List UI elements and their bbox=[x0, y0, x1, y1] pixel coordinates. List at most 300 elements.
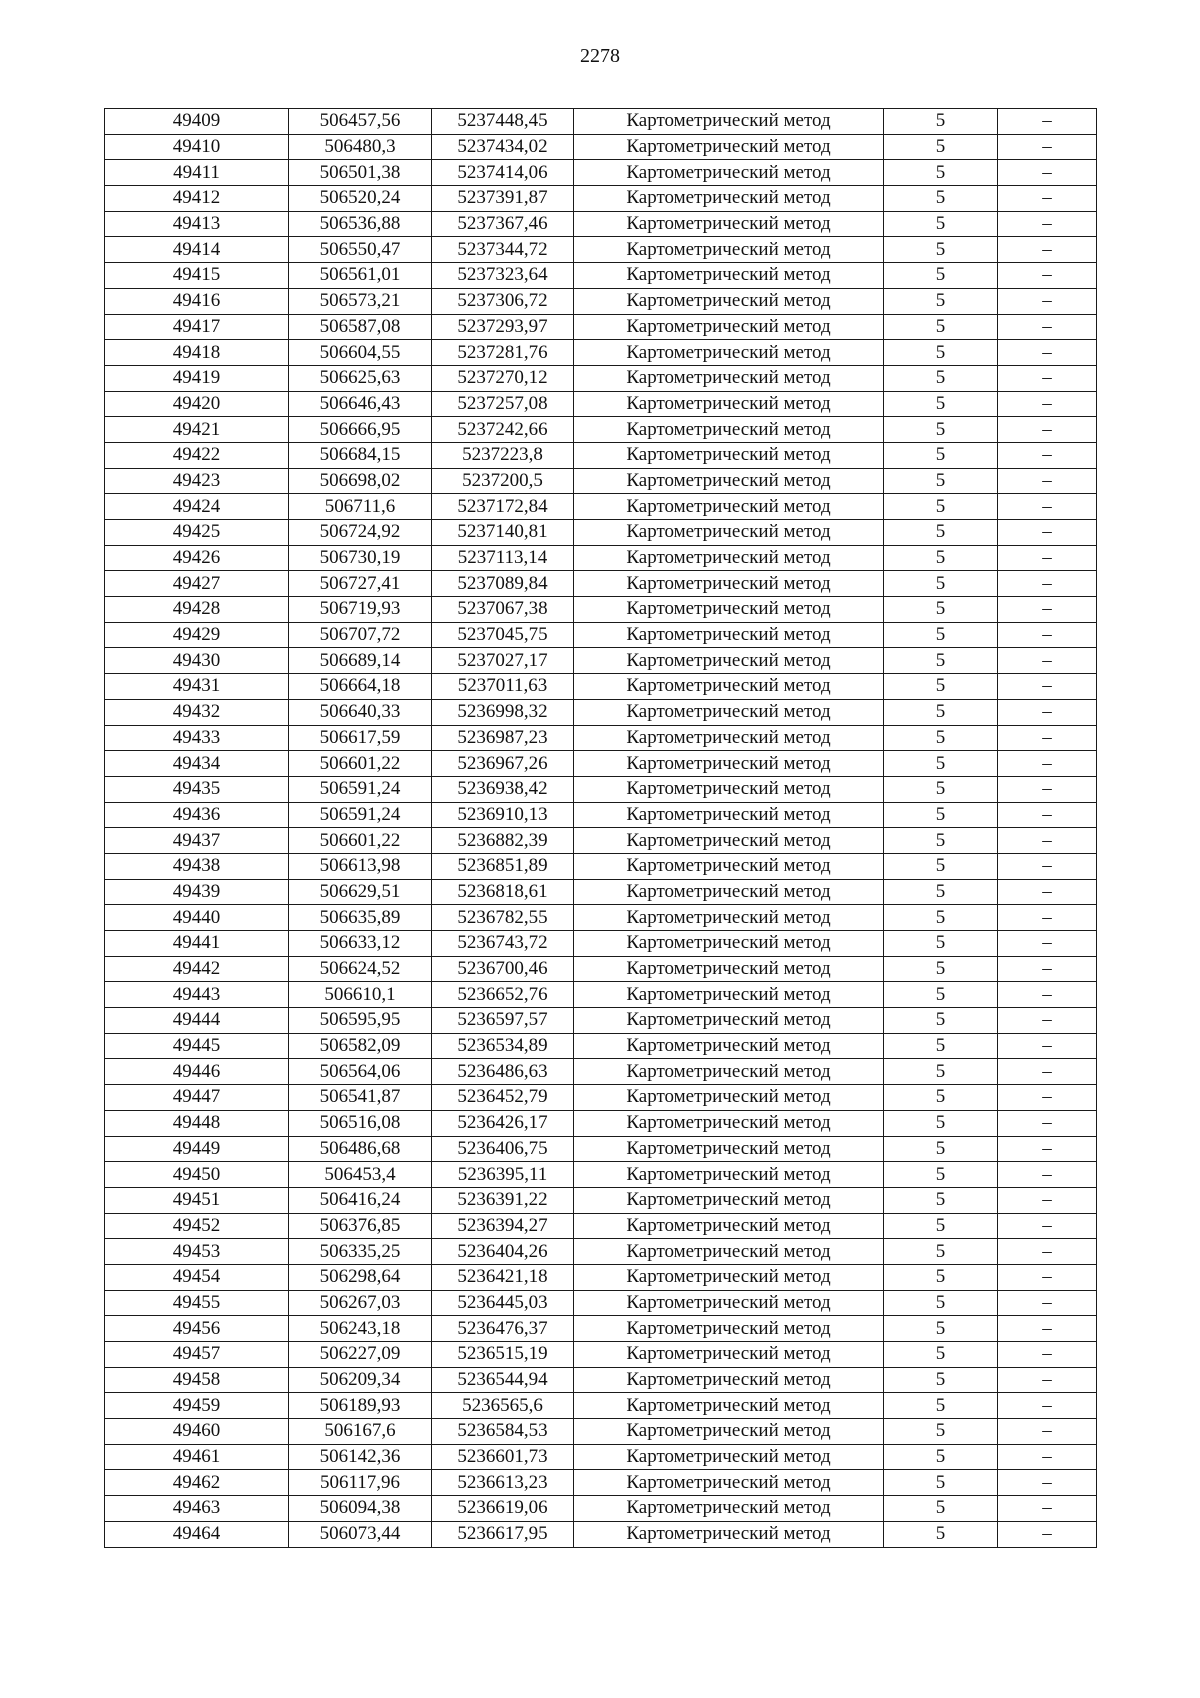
x-coordinate-cell: 506707,72 bbox=[289, 622, 432, 648]
table-row bbox=[105, 365, 1097, 391]
x-coordinate-cell: 506167,6 bbox=[289, 1419, 432, 1445]
accuracy-cell: 5 bbox=[884, 1213, 998, 1239]
x-coordinate-cell: 506604,55 bbox=[289, 340, 432, 366]
x-coordinate-cell: 506664,18 bbox=[289, 674, 432, 700]
y-coordinate-cell: 5236652,76 bbox=[432, 982, 574, 1008]
accuracy-cell: 5 bbox=[884, 340, 998, 366]
table-row bbox=[105, 237, 1097, 263]
table-row bbox=[105, 391, 1097, 417]
note-cell: – bbox=[998, 1136, 1097, 1162]
x-coordinate-cell: 506666,95 bbox=[289, 417, 432, 443]
method-cell: Картометрический метод bbox=[574, 982, 884, 1008]
accuracy-cell: 5 bbox=[884, 931, 998, 957]
method-cell: Картометрический метод bbox=[574, 288, 884, 314]
x-coordinate-cell: 506541,87 bbox=[289, 1085, 432, 1111]
table-row bbox=[105, 314, 1097, 340]
note-cell: – bbox=[998, 776, 1097, 802]
accuracy-cell: 5 bbox=[884, 1419, 998, 1445]
accuracy-cell: 5 bbox=[884, 1264, 998, 1290]
table-row bbox=[105, 622, 1097, 648]
note-cell: – bbox=[998, 391, 1097, 417]
x-coordinate-cell: 506591,24 bbox=[289, 776, 432, 802]
y-coordinate-cell: 5237414,06 bbox=[432, 160, 574, 186]
x-coordinate-cell: 506601,22 bbox=[289, 828, 432, 854]
point-number-cell: 49459 bbox=[105, 1393, 289, 1419]
point-number-cell: 49418 bbox=[105, 340, 289, 366]
table-row bbox=[105, 134, 1097, 160]
y-coordinate-cell: 5236406,75 bbox=[432, 1136, 574, 1162]
table-row bbox=[105, 776, 1097, 802]
coordinates-table bbox=[104, 108, 1097, 1548]
method-cell: Картометрический метод bbox=[574, 1393, 884, 1419]
table-row bbox=[105, 263, 1097, 289]
y-coordinate-cell: 5236395,11 bbox=[432, 1162, 574, 1188]
accuracy-cell: 5 bbox=[884, 211, 998, 237]
table-row bbox=[105, 853, 1097, 879]
method-cell: Картометрический метод bbox=[574, 751, 884, 777]
note-cell: – bbox=[998, 1342, 1097, 1368]
point-number-cell: 49430 bbox=[105, 648, 289, 674]
table-row bbox=[105, 1290, 1097, 1316]
note-cell: – bbox=[998, 288, 1097, 314]
y-coordinate-cell: 5237344,72 bbox=[432, 237, 574, 263]
point-number-cell: 49438 bbox=[105, 853, 289, 879]
accuracy-cell: 5 bbox=[884, 1059, 998, 1085]
x-coordinate-cell: 506501,38 bbox=[289, 160, 432, 186]
note-cell: – bbox=[998, 956, 1097, 982]
point-number-cell: 49452 bbox=[105, 1213, 289, 1239]
accuracy-cell: 5 bbox=[884, 1290, 998, 1316]
table-row bbox=[105, 109, 1097, 135]
accuracy-cell: 5 bbox=[884, 365, 998, 391]
note-cell: – bbox=[998, 648, 1097, 674]
x-coordinate-cell: 506117,96 bbox=[289, 1470, 432, 1496]
accuracy-cell: 5 bbox=[884, 725, 998, 751]
note-cell: – bbox=[998, 109, 1097, 135]
table-row bbox=[105, 1496, 1097, 1522]
method-cell: Картометрический метод bbox=[574, 1367, 884, 1393]
accuracy-cell: 5 bbox=[884, 237, 998, 263]
method-cell: Картометрический метод bbox=[574, 1136, 884, 1162]
note-cell: – bbox=[998, 674, 1097, 700]
note-cell: – bbox=[998, 1008, 1097, 1034]
y-coordinate-cell: 5237011,63 bbox=[432, 674, 574, 700]
accuracy-cell: 5 bbox=[884, 751, 998, 777]
point-number-cell: 49433 bbox=[105, 725, 289, 751]
x-coordinate-cell: 506142,36 bbox=[289, 1444, 432, 1470]
accuracy-cell: 5 bbox=[884, 442, 998, 468]
method-cell: Картометрический метод bbox=[574, 1008, 884, 1034]
point-number-cell: 49451 bbox=[105, 1187, 289, 1213]
note-cell: – bbox=[998, 1290, 1097, 1316]
method-cell: Картометрический метод bbox=[574, 365, 884, 391]
x-coordinate-cell: 506625,63 bbox=[289, 365, 432, 391]
accuracy-cell: 5 bbox=[884, 109, 998, 135]
table-row bbox=[105, 1393, 1097, 1419]
table-row bbox=[105, 1008, 1097, 1034]
y-coordinate-cell: 5236851,89 bbox=[432, 853, 574, 879]
x-coordinate-cell: 506613,98 bbox=[289, 853, 432, 879]
table-row bbox=[105, 186, 1097, 212]
method-cell: Картометрический метод bbox=[574, 571, 884, 597]
table-row bbox=[105, 1213, 1097, 1239]
y-coordinate-cell: 5237323,64 bbox=[432, 263, 574, 289]
x-coordinate-cell: 506073,44 bbox=[289, 1521, 432, 1547]
table-row bbox=[105, 1367, 1097, 1393]
method-cell: Картометрический метод bbox=[574, 417, 884, 443]
note-cell: – bbox=[998, 417, 1097, 443]
x-coordinate-cell: 506550,47 bbox=[289, 237, 432, 263]
y-coordinate-cell: 5237140,81 bbox=[432, 520, 574, 546]
method-cell: Картометрический метод bbox=[574, 1059, 884, 1085]
x-coordinate-cell: 506573,21 bbox=[289, 288, 432, 314]
point-number-cell: 49431 bbox=[105, 674, 289, 700]
accuracy-cell: 5 bbox=[884, 879, 998, 905]
method-cell: Картометрический метод bbox=[574, 160, 884, 186]
accuracy-cell: 5 bbox=[884, 1367, 998, 1393]
note-cell: – bbox=[998, 186, 1097, 212]
point-number-cell: 49417 bbox=[105, 314, 289, 340]
point-number-cell: 49445 bbox=[105, 1033, 289, 1059]
x-coordinate-cell: 506698,02 bbox=[289, 468, 432, 494]
table-row bbox=[105, 1059, 1097, 1085]
table-row bbox=[105, 905, 1097, 931]
point-number-cell: 49440 bbox=[105, 905, 289, 931]
x-coordinate-cell: 506689,14 bbox=[289, 648, 432, 674]
method-cell: Картометрический метод bbox=[574, 1162, 884, 1188]
x-coordinate-cell: 506267,03 bbox=[289, 1290, 432, 1316]
point-number-cell: 49419 bbox=[105, 365, 289, 391]
note-cell: – bbox=[998, 520, 1097, 546]
table-row bbox=[105, 982, 1097, 1008]
x-coordinate-cell: 506453,4 bbox=[289, 1162, 432, 1188]
point-number-cell: 49448 bbox=[105, 1110, 289, 1136]
note-cell: – bbox=[998, 1187, 1097, 1213]
note-cell: – bbox=[998, 545, 1097, 571]
y-coordinate-cell: 5236486,63 bbox=[432, 1059, 574, 1085]
y-coordinate-cell: 5237067,38 bbox=[432, 597, 574, 623]
note-cell: – bbox=[998, 622, 1097, 648]
point-number-cell: 49446 bbox=[105, 1059, 289, 1085]
accuracy-cell: 5 bbox=[884, 828, 998, 854]
x-coordinate-cell: 506298,64 bbox=[289, 1264, 432, 1290]
accuracy-cell: 5 bbox=[884, 545, 998, 571]
table-row bbox=[105, 802, 1097, 828]
page-number: 2278 bbox=[580, 45, 620, 67]
accuracy-cell: 5 bbox=[884, 956, 998, 982]
y-coordinate-cell: 5236391,22 bbox=[432, 1187, 574, 1213]
x-coordinate-cell: 506189,93 bbox=[289, 1393, 432, 1419]
method-cell: Картометрический метод bbox=[574, 1444, 884, 1470]
note-cell: – bbox=[998, 725, 1097, 751]
x-coordinate-cell: 506640,33 bbox=[289, 699, 432, 725]
accuracy-cell: 5 bbox=[884, 622, 998, 648]
method-cell: Картометрический метод bbox=[574, 1033, 884, 1059]
x-coordinate-cell: 506684,15 bbox=[289, 442, 432, 468]
accuracy-cell: 5 bbox=[884, 905, 998, 931]
note-cell: – bbox=[998, 314, 1097, 340]
y-coordinate-cell: 5237281,76 bbox=[432, 340, 574, 366]
point-number-cell: 49455 bbox=[105, 1290, 289, 1316]
y-coordinate-cell: 5236910,13 bbox=[432, 802, 574, 828]
method-cell: Картометрический метод bbox=[574, 1110, 884, 1136]
method-cell: Картометрический метод bbox=[574, 1264, 884, 1290]
point-number-cell: 49422 bbox=[105, 442, 289, 468]
accuracy-cell: 5 bbox=[884, 288, 998, 314]
y-coordinate-cell: 5236476,37 bbox=[432, 1316, 574, 1342]
table-row bbox=[105, 1136, 1097, 1162]
point-number-cell: 49441 bbox=[105, 931, 289, 957]
y-coordinate-cell: 5236534,89 bbox=[432, 1033, 574, 1059]
y-coordinate-cell: 5236394,27 bbox=[432, 1213, 574, 1239]
accuracy-cell: 5 bbox=[884, 1444, 998, 1470]
accuracy-cell: 5 bbox=[884, 597, 998, 623]
x-coordinate-cell: 506711,6 bbox=[289, 494, 432, 520]
table-row bbox=[105, 1085, 1097, 1111]
x-coordinate-cell: 506536,88 bbox=[289, 211, 432, 237]
point-number-cell: 49409 bbox=[105, 109, 289, 135]
method-cell: Картометрический метод bbox=[574, 828, 884, 854]
table-row bbox=[105, 751, 1097, 777]
table-row bbox=[105, 879, 1097, 905]
method-cell: Картометрический метод bbox=[574, 597, 884, 623]
accuracy-cell: 5 bbox=[884, 648, 998, 674]
table-row bbox=[105, 648, 1097, 674]
method-cell: Картометрический метод bbox=[574, 853, 884, 879]
point-number-cell: 49453 bbox=[105, 1239, 289, 1265]
accuracy-cell: 5 bbox=[884, 1110, 998, 1136]
method-cell: Картометрический метод bbox=[574, 1496, 884, 1522]
note-cell: – bbox=[998, 571, 1097, 597]
accuracy-cell: 5 bbox=[884, 699, 998, 725]
x-coordinate-cell: 506480,3 bbox=[289, 134, 432, 160]
point-number-cell: 49429 bbox=[105, 622, 289, 648]
table-row bbox=[105, 725, 1097, 751]
table-row bbox=[105, 520, 1097, 546]
point-number-cell: 49463 bbox=[105, 1496, 289, 1522]
accuracy-cell: 5 bbox=[884, 186, 998, 212]
note-cell: – bbox=[998, 1470, 1097, 1496]
method-cell: Картометрический метод bbox=[574, 725, 884, 751]
note-cell: – bbox=[998, 802, 1097, 828]
note-cell: – bbox=[998, 160, 1097, 186]
y-coordinate-cell: 5237089,84 bbox=[432, 571, 574, 597]
point-number-cell: 49443 bbox=[105, 982, 289, 1008]
point-number-cell: 49414 bbox=[105, 237, 289, 263]
method-cell: Картометрический метод bbox=[574, 1290, 884, 1316]
x-coordinate-cell: 506646,43 bbox=[289, 391, 432, 417]
accuracy-cell: 5 bbox=[884, 1008, 998, 1034]
x-coordinate-cell: 506629,51 bbox=[289, 879, 432, 905]
x-coordinate-cell: 506520,24 bbox=[289, 186, 432, 212]
method-cell: Картометрический метод bbox=[574, 1239, 884, 1265]
accuracy-cell: 5 bbox=[884, 1085, 998, 1111]
note-cell: – bbox=[998, 1367, 1097, 1393]
note-cell: – bbox=[998, 699, 1097, 725]
method-cell: Картометрический метод bbox=[574, 1342, 884, 1368]
method-cell: Картометрический метод bbox=[574, 468, 884, 494]
note-cell: – bbox=[998, 1419, 1097, 1445]
method-cell: Картометрический метод bbox=[574, 1316, 884, 1342]
x-coordinate-cell: 506227,09 bbox=[289, 1342, 432, 1368]
x-coordinate-cell: 506633,12 bbox=[289, 931, 432, 957]
accuracy-cell: 5 bbox=[884, 1342, 998, 1368]
point-number-cell: 49413 bbox=[105, 211, 289, 237]
y-coordinate-cell: 5236404,26 bbox=[432, 1239, 574, 1265]
y-coordinate-cell: 5237113,14 bbox=[432, 545, 574, 571]
point-number-cell: 49423 bbox=[105, 468, 289, 494]
method-cell: Картометрический метод bbox=[574, 1187, 884, 1213]
point-number-cell: 49450 bbox=[105, 1162, 289, 1188]
y-coordinate-cell: 5236515,19 bbox=[432, 1342, 574, 1368]
x-coordinate-cell: 506335,25 bbox=[289, 1239, 432, 1265]
x-coordinate-cell: 506376,85 bbox=[289, 1213, 432, 1239]
accuracy-cell: 5 bbox=[884, 1316, 998, 1342]
x-coordinate-cell: 506617,59 bbox=[289, 725, 432, 751]
table-row bbox=[105, 699, 1097, 725]
y-coordinate-cell: 5236967,26 bbox=[432, 751, 574, 777]
y-coordinate-cell: 5236601,73 bbox=[432, 1444, 574, 1470]
x-coordinate-cell: 506610,1 bbox=[289, 982, 432, 1008]
method-cell: Картометрический метод bbox=[574, 1085, 884, 1111]
x-coordinate-cell: 506601,22 bbox=[289, 751, 432, 777]
x-coordinate-cell: 506587,08 bbox=[289, 314, 432, 340]
y-coordinate-cell: 5236421,18 bbox=[432, 1264, 574, 1290]
method-cell: Картометрический метод bbox=[574, 340, 884, 366]
x-coordinate-cell: 506094,38 bbox=[289, 1496, 432, 1522]
accuracy-cell: 5 bbox=[884, 776, 998, 802]
note-cell: – bbox=[998, 494, 1097, 520]
y-coordinate-cell: 5236782,55 bbox=[432, 905, 574, 931]
y-coordinate-cell: 5236565,6 bbox=[432, 1393, 574, 1419]
y-coordinate-cell: 5236452,79 bbox=[432, 1085, 574, 1111]
method-cell: Картометрический метод bbox=[574, 211, 884, 237]
point-number-cell: 49442 bbox=[105, 956, 289, 982]
method-cell: Картометрический метод bbox=[574, 391, 884, 417]
method-cell: Картометрический метод bbox=[574, 879, 884, 905]
table-row bbox=[105, 1264, 1097, 1290]
y-coordinate-cell: 5236700,46 bbox=[432, 956, 574, 982]
x-coordinate-cell: 506564,06 bbox=[289, 1059, 432, 1085]
y-coordinate-cell: 5236584,53 bbox=[432, 1419, 574, 1445]
x-coordinate-cell: 506730,19 bbox=[289, 545, 432, 571]
y-coordinate-cell: 5236998,32 bbox=[432, 699, 574, 725]
coordinates-table-body bbox=[105, 109, 1097, 1548]
table-row bbox=[105, 956, 1097, 982]
x-coordinate-cell: 506591,24 bbox=[289, 802, 432, 828]
method-cell: Картометрический метод bbox=[574, 931, 884, 957]
point-number-cell: 49424 bbox=[105, 494, 289, 520]
note-cell: – bbox=[998, 134, 1097, 160]
point-number-cell: 49461 bbox=[105, 1444, 289, 1470]
point-number-cell: 49427 bbox=[105, 571, 289, 597]
y-coordinate-cell: 5236619,06 bbox=[432, 1496, 574, 1522]
point-number-cell: 49444 bbox=[105, 1008, 289, 1034]
table-row bbox=[105, 674, 1097, 700]
point-number-cell: 49437 bbox=[105, 828, 289, 854]
accuracy-cell: 5 bbox=[884, 1496, 998, 1522]
point-number-cell: 49435 bbox=[105, 776, 289, 802]
accuracy-cell: 5 bbox=[884, 1239, 998, 1265]
table-row bbox=[105, 288, 1097, 314]
y-coordinate-cell: 5237172,84 bbox=[432, 494, 574, 520]
method-cell: Картометрический метод bbox=[574, 622, 884, 648]
method-cell: Картометрический метод bbox=[574, 1419, 884, 1445]
table-row bbox=[105, 1419, 1097, 1445]
y-coordinate-cell: 5236617,95 bbox=[432, 1521, 574, 1547]
point-number-cell: 49434 bbox=[105, 751, 289, 777]
y-coordinate-cell: 5237200,5 bbox=[432, 468, 574, 494]
y-coordinate-cell: 5237367,46 bbox=[432, 211, 574, 237]
note-cell: – bbox=[998, 211, 1097, 237]
x-coordinate-cell: 506457,56 bbox=[289, 109, 432, 135]
x-coordinate-cell: 506209,34 bbox=[289, 1367, 432, 1393]
note-cell: – bbox=[998, 751, 1097, 777]
note-cell: – bbox=[998, 237, 1097, 263]
point-number-cell: 49420 bbox=[105, 391, 289, 417]
table-row bbox=[105, 1187, 1097, 1213]
table-row bbox=[105, 1033, 1097, 1059]
note-cell: – bbox=[998, 597, 1097, 623]
y-coordinate-cell: 5237293,97 bbox=[432, 314, 574, 340]
point-number-cell: 49411 bbox=[105, 160, 289, 186]
table-row bbox=[105, 468, 1097, 494]
y-coordinate-cell: 5237223,8 bbox=[432, 442, 574, 468]
y-coordinate-cell: 5237391,87 bbox=[432, 186, 574, 212]
method-cell: Картометрический метод bbox=[574, 314, 884, 340]
point-number-cell: 49421 bbox=[105, 417, 289, 443]
note-cell: – bbox=[998, 1316, 1097, 1342]
method-cell: Картометрический метод bbox=[574, 109, 884, 135]
note-cell: – bbox=[998, 1213, 1097, 1239]
note-cell: – bbox=[998, 1033, 1097, 1059]
note-cell: – bbox=[998, 1521, 1097, 1547]
accuracy-cell: 5 bbox=[884, 1136, 998, 1162]
x-coordinate-cell: 506635,89 bbox=[289, 905, 432, 931]
table-row bbox=[105, 494, 1097, 520]
y-coordinate-cell: 5236544,94 bbox=[432, 1367, 574, 1393]
note-cell: – bbox=[998, 828, 1097, 854]
table-row bbox=[105, 1110, 1097, 1136]
y-coordinate-cell: 5237027,17 bbox=[432, 648, 574, 674]
accuracy-cell: 5 bbox=[884, 674, 998, 700]
method-cell: Картометрический метод bbox=[574, 134, 884, 160]
x-coordinate-cell: 506624,52 bbox=[289, 956, 432, 982]
note-cell: – bbox=[998, 853, 1097, 879]
note-cell: – bbox=[998, 340, 1097, 366]
x-coordinate-cell: 506719,93 bbox=[289, 597, 432, 623]
table-row bbox=[105, 1470, 1097, 1496]
table-row bbox=[105, 828, 1097, 854]
point-number-cell: 49412 bbox=[105, 186, 289, 212]
table-row bbox=[105, 571, 1097, 597]
note-cell: – bbox=[998, 1444, 1097, 1470]
table-row bbox=[105, 1316, 1097, 1342]
point-number-cell: 49416 bbox=[105, 288, 289, 314]
table-row bbox=[105, 931, 1097, 957]
y-coordinate-cell: 5237257,08 bbox=[432, 391, 574, 417]
method-cell: Картометрический метод bbox=[574, 699, 884, 725]
point-number-cell: 49458 bbox=[105, 1367, 289, 1393]
accuracy-cell: 5 bbox=[884, 1470, 998, 1496]
y-coordinate-cell: 5237242,66 bbox=[432, 417, 574, 443]
accuracy-cell: 5 bbox=[884, 853, 998, 879]
y-coordinate-cell: 5237434,02 bbox=[432, 134, 574, 160]
x-coordinate-cell: 506727,41 bbox=[289, 571, 432, 597]
method-cell: Картометрический метод bbox=[574, 442, 884, 468]
x-coordinate-cell: 506416,24 bbox=[289, 1187, 432, 1213]
note-cell: – bbox=[998, 1059, 1097, 1085]
